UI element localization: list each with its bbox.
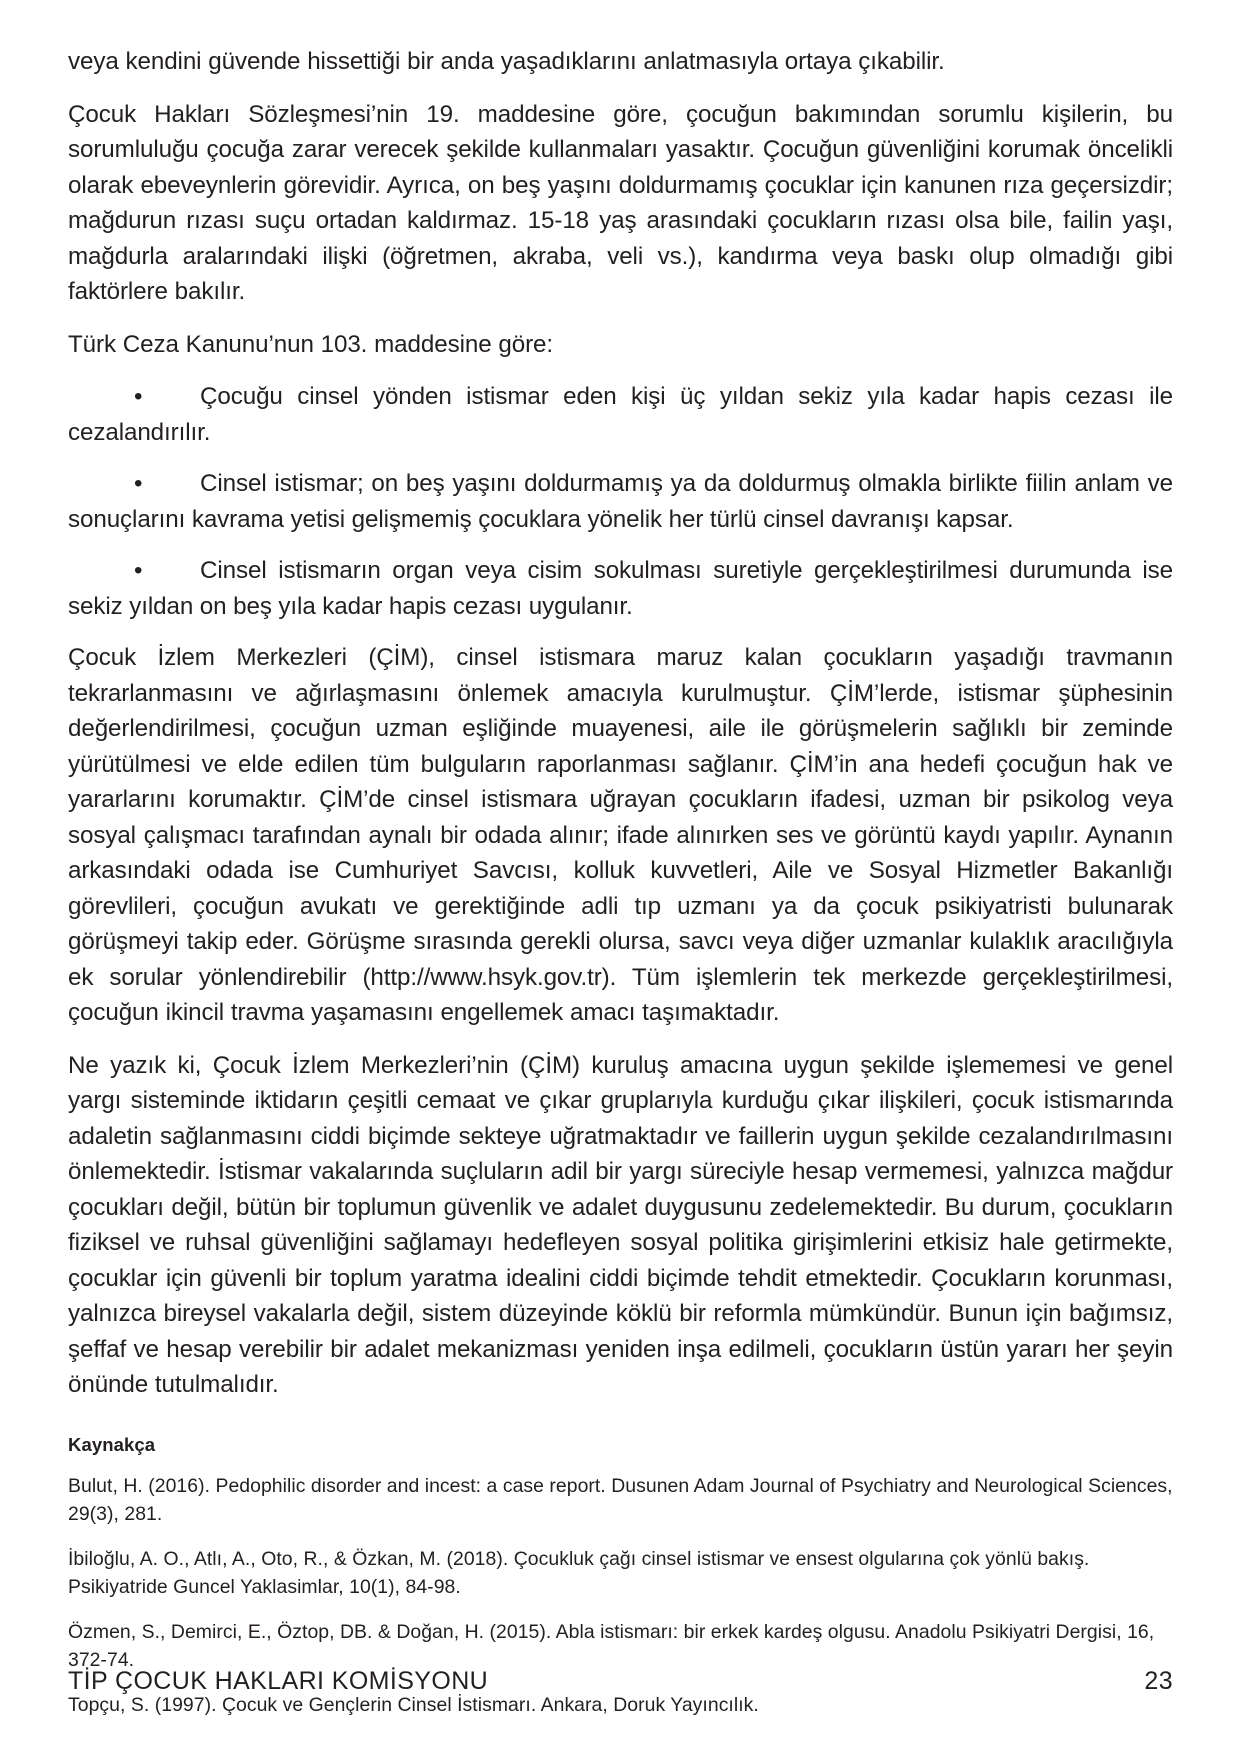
bullet-marker-icon: • <box>134 470 143 497</box>
bullet-text: Cinsel istismarın organ veya cisim sokulması suretiyle gerçekleştirilmesi durumunda ise sekiz yıldan on beş yıla kadar hapis cezası uygulanır. <box>68 557 1173 620</box>
reference-item: Topçu, S. (1997). Çocuk ve Gençlerin Cinsel İstismarı. Ankara, Doruk Yayıncılık. <box>68 1693 759 1716</box>
reference-item: Özmen, S., Demirci, E., Öztop, DB. & Doğan, H. (2015). Abla istismarı: bir erkek kardeş olgusu. Anadolu Psikiyatri Dergisi, 16, 372-74. <box>68 1620 1155 1671</box>
paragraph-cim-criticism: Ne yazık ki, Çocuk İzlem Merkezleri’nin (ÇİM) kuruluş amacına uygun şekilde işlememesi ve genel yargı sisteminde iktidarın çeşitli cemaat ve çıkar gruplarıyla kurduğu çıkar ilişkileri, çocuk istismarında adaletin sağlanmasını ciddi biçimde sekteye uğratmaktadır ve faillerin uygun şekilde cezalandırılmasını önlemektedir. İstismar vakalarında suçluların adil bir yargı süreciyle hesap vermemesi, yalnızca mağdur çocukları değil, bütün bir toplumun güvenlik ve adalet duygusunu zedelemektedir. Bu durum, çocukların fiziksel ve ruhsal güvenliğini sağlamayı hedefleyen sosyal politika girişimlerini etkisiz hale getirmekte, çocuklar için güvenli bir toplum yaratma idealini ciddi biçimde tehdit etmektedir. Çocukların korunması, yalnızca bireysel vakalarla değil, sistem düzeyinde köklü bir reformla mümkündür. Bunun için bağımsız, şeffaf ve hesap verebilir bir adalet mekanizması yeniden inşa edilmeli, çocukların üstün yararı her şeyin önünde tutulmalıdır. <box>68 1051 1173 1398</box>
paragraph-cim-description: Çocuk İzlem Merkezleri (ÇİM), cinsel istismara maruz kalan çocukların yaşadığı travmanın tekrarlanmasını ve ağırlaşmasını önlemek amacıyla kurulmuştur. ÇİM’lerde, istismar şüphesinin değerlendirilmesi, çocuğun uzman eşliğinde muayenesi, aile ile görüşmelerin sağlıklı bir zeminde yürütülmesi ve elde edilen tüm bulguların raporlanması sağlanır. ÇİM’in ana hedefi çocuğun hak ve yararlarını korumaktır. ÇİM’de cinsel istismara uğrayan çocukların ifadesi, uzman bir psikolog veya sosyal çalışmacı tarafından aynalı bir odada alınır; ifade alınırken ses ve görüntü kaydı yapılır. Aynanın arkasındaki odada ise Cumhuriyet Savcısı, kolluk kuvvetleri, Aile ve Sosyal Hizmetler Bakanlığı görevlileri, çocuğun avukatı ve gerektiğinde adli tıp uzmanı ya da çocuk psikiyatristi bulunarak görüşmeyi takip eder. Görüşme sırasında gerekli olursa, savcı veya diğer uzmanlar kulaklık aracılığıyla ek sorular yönlendirebilir (http://www.hsyk.gov.tr). Tüm işlemlerin tek merkezde gerçekleştirilmesi, çocuğun ikincil travma yaşamasını engellemek amacı taşımaktadır. <box>68 644 1173 1026</box>
page-footer <box>68 1667 1173 1696</box>
bullet-text: Cinsel istismar; on beş yaşını doldurmamış ya da doldurmuş olmakla birlikte fiilin anlam ve sonuçlarını kavrama yetisi gelişmemiş çocuklara yönelik her türlü cinsel davranışı kapsar. <box>68 470 1173 533</box>
footer-page-number: 23 <box>1144 1667 1173 1695</box>
paragraph-child-rights-convention: Çocuk Hakları Sözleşmesi’nin 19. maddesine göre, çocuğun bakımından sorumlu kişilerin, bu sorumluluğu çocuğa zarar verecek şekilde kullanmaları yasaktır. Çocuğun güvenliğini korumak öncelikli olarak ebeveynlerin görevidir. Ayrıca, on beş yaşını doldurmamış çocuklar için kanunen rıza geçersizdir; mağdurun rızası suçu ortadan kaldırmaz. 15-18 yaş arasındaki çocukların rızası olsa bile, failin yaşı, mağdurla aralarındaki ilişki (öğretmen, akraba, veli vs.), kandırma veya baskı olup olmadığı gibi faktörlere bakılır. <box>68 100 1173 305</box>
bullet-marker-icon: • <box>134 383 143 410</box>
references-heading: Kaynakça <box>68 1433 156 1455</box>
footer-commission-title: TİP ÇOCUK HAKLARI KOMİSYONU <box>68 1667 489 1695</box>
bullet-marker-icon: • <box>134 557 143 584</box>
reference-item: İbiloğlu, A. O., Atlı, A., Oto, R., & Özkan, M. (2018). Çocukluk çağı cinsel istismar ve ensest olgularına çok yönlü bakış. Psikiyatride Guncel Yaklasimlar, 10(1), 84-98. <box>68 1547 1090 1598</box>
page-content <box>68 44 1173 1719</box>
bullet-item <box>68 379 1173 450</box>
reference-item: Bulut, H. (2016). Pedophilic disorder and incest: a case report. Dusunen Adam Journal of Psychiatry and Neurological Sciences, 29(3), 281. <box>68 1474 1173 1525</box>
bullet-item <box>68 466 1173 537</box>
bullet-text: Çocuğu cinsel yönden istismar eden kişi üç yıldan sekiz yıla kadar hapis cezası ile cezalandırılır. <box>68 383 1173 446</box>
paragraph-penal-code-intro: Türk Ceza Kanunu’nun 103. maddesine göre: <box>68 330 553 358</box>
bullet-item <box>68 553 1173 624</box>
paragraph-continuation: veya kendini güvende hissettiği bir anda yaşadıklarını anlatmasıyla ortaya çıkabilir. <box>68 48 945 75</box>
